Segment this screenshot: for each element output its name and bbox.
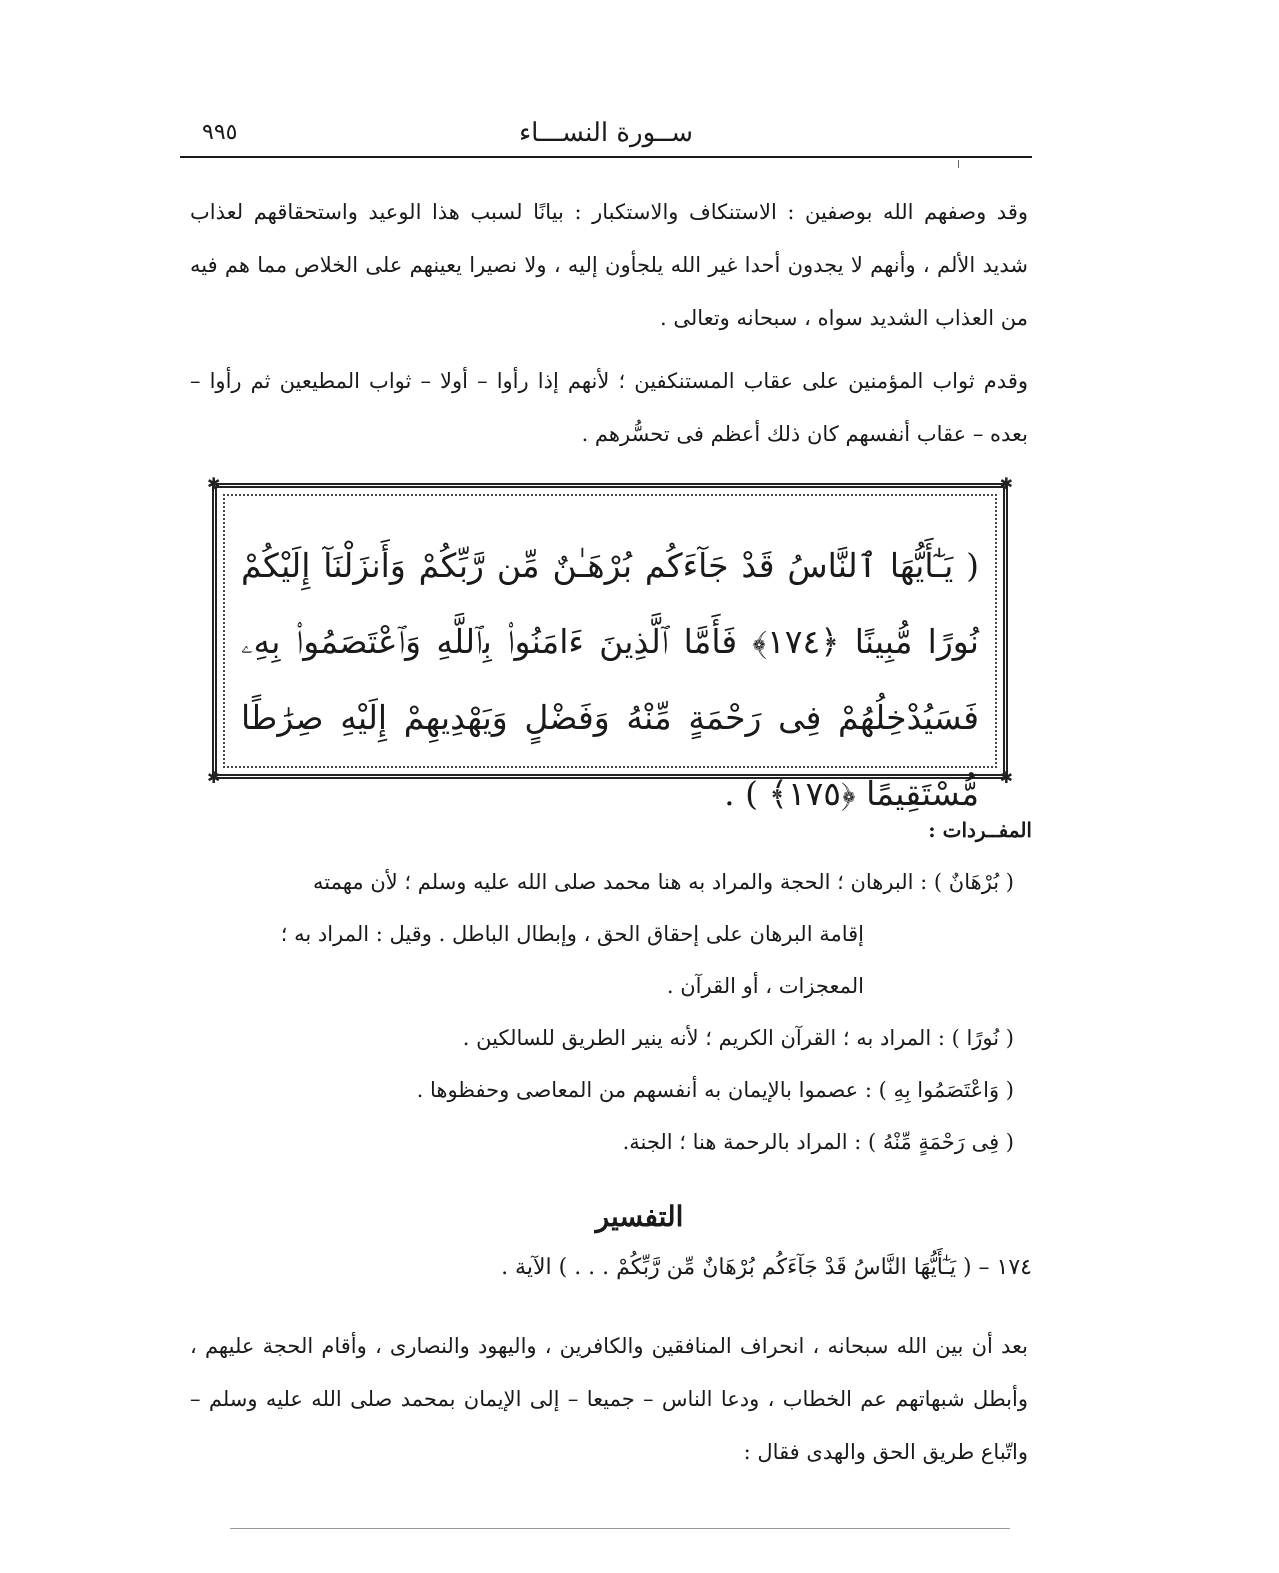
header-divider — [180, 156, 1032, 158]
vocab-item-nur — [180, 1012, 1014, 1064]
page-header — [180, 118, 1032, 154]
vocab-line: إقامة البرهان على إحقاق الحق ، وإبطال الباطل . وقيل : المراد به ؛ — [280, 922, 864, 946]
tafsir-verse-reference: ١٧٤ – ( يَـٰٓأَيُّهَا النَّاسُ قَدْ جَآءَكُم بُرْهَانٌ مِّن رَّبِّكُمْ . . . ) الآية . — [501, 1255, 1032, 1280]
margin-mark — [958, 160, 959, 168]
surah-title: ســورة النســـاء — [518, 118, 694, 148]
frame-corner-icon: ✱ — [999, 768, 1013, 787]
vocab-line: ( وَاعْتَصَمُوا بِهِ ) : عصموا بالإيمان به أنفسهم من المعاصى وحفظوها . — [416, 1078, 1014, 1102]
vocab-item-burhan — [180, 856, 1014, 1012]
vocabulary-list — [180, 856, 1014, 1168]
tafsir-heading: التفسير — [595, 1200, 684, 1233]
paragraph-reward: وقدم ثواب المؤمنين على عقاب المستنكفين ؛ لأنهم إذا رأوا – أولا – ثواب المطيعين ثم رأوا – بعده – عقاب أنفسهم كان ذلك أعظم فى تحسُّرهم . — [190, 369, 1028, 446]
vocab-line: ( بُرْهَانٌ ) : البرهان ؛ الحجة والمراد به هنا محمد صلى الله عليه وسلم ؛ لأن مهمته — [313, 870, 1014, 894]
tafsir-paragraph: بعد أن بين الله سبحانه ، انحراف المنافقين والكافرين ، واليهود والنصارى ، وأقام الحجة عليهم ، وأبطل شبهاتهم عم الخطاب ، ودعا الناس – جميعا – إلى الإيمان بمحمد صلى الله عليه وسلم – واتّباع طريق الحق والهدى فقال : — [190, 1334, 1028, 1464]
vocab-line: ( نُورًا ) : المراد به ؛ القرآن الكريم ؛ لأنه ينير الطريق للسالكين . — [462, 1026, 1014, 1050]
paragraph-intro: وقد وصفهم الله بوصفين : الاستنكاف والاستكبار : بيانًا لسبب هذا الوعيد واستحقاقهم لعذاب شديد الألم ، وأنهم لا يجدون أحدا غير الله يلجأون إليه ، ولا نصيرا يعينهم على الخلاص مما هم فيه من العذاب الشديد سواه ، سبحانه وتعالى . — [190, 200, 1028, 330]
vocab-line: ( فِى رَحْمَةٍ مِّنْهُ ) : المراد بالرحمة هنا ؛ الجنة. — [622, 1130, 1014, 1154]
frame-corner-icon: ✱ — [207, 768, 221, 787]
vocab-item-itasamu — [180, 1064, 1014, 1116]
footer-divider — [230, 1528, 1010, 1529]
frame-corner-icon: ✱ — [999, 474, 1013, 493]
page-number: ٩٩٥ — [202, 120, 238, 145]
vocabulary-heading: المفــردات : — [928, 818, 1032, 842]
vocab-item-rahma — [180, 1116, 1014, 1168]
vocab-line: المعجزات ، أو القرآن . — [666, 974, 864, 998]
quran-verse-text: ( يَـٰٓأَيُّهَا ٱلنَّاسُ قَدْ جَآءَكُم بُرْهَـٰنٌ مِّن رَّبِّكُمْ وَأَنزَلْنَآ إِلَيْكُمْ نُورًا مُّبِينًا ﴿١٧٤﴾ فَأَمَّا ٱلَّذِينَ ءَامَنُوا۟ بِٱللَّهِ وَٱعْتَصَمُوا۟ بِهِۦ فَسَيُدْخِلُهُمْ فِى رَحْمَةٍ مِّنْهُ وَفَضْلٍ وَيَهْدِيهِمْ إِلَيْهِ صِرَٰطًا مُّسْتَقِيمًا ﴿١٧٥﴾ ) . — [241, 546, 979, 813]
quran-verse-frame — [207, 474, 1013, 813]
frame-corner-icon: ✱ — [207, 474, 221, 493]
